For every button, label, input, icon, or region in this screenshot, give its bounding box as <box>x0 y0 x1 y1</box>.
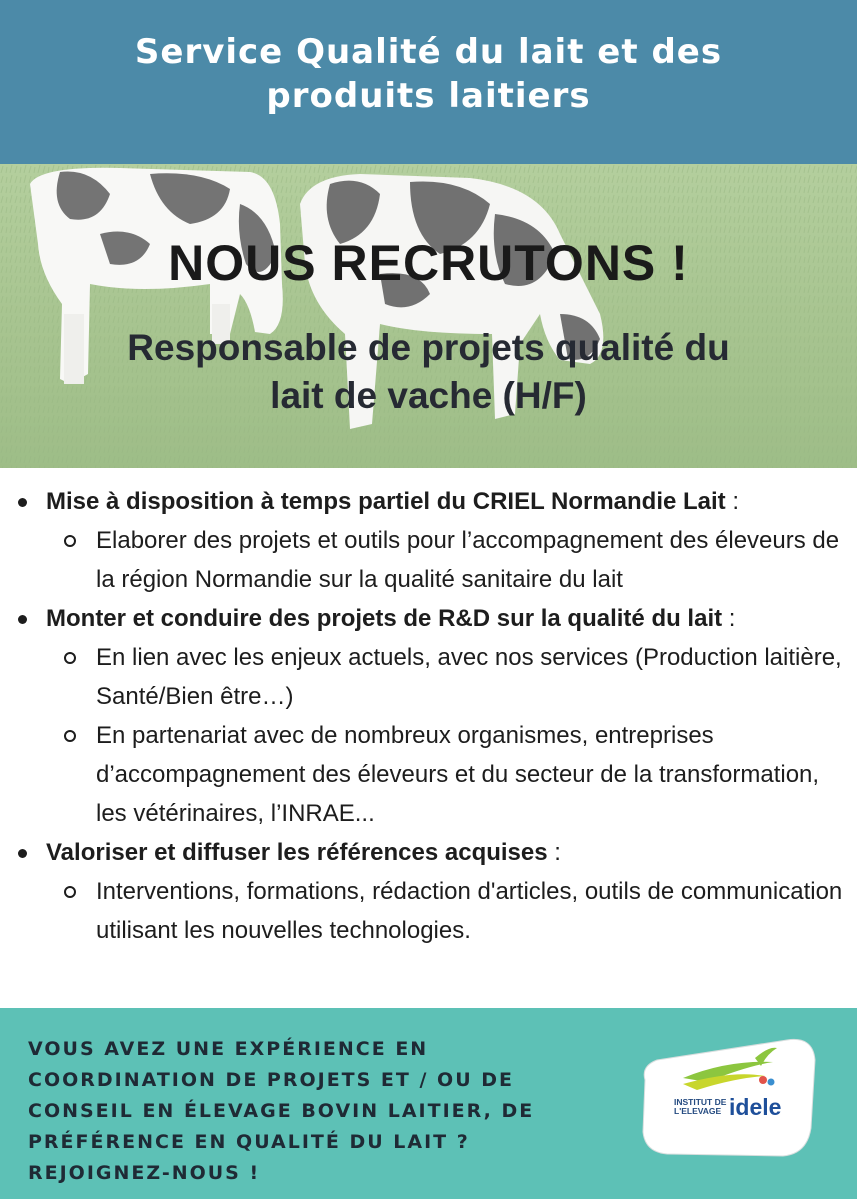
logo-small-line1: INSTITUT DE <box>674 1097 727 1107</box>
cta-line: PRÉFÉRENCE EN QUALITÉ DU LAIT ? <box>28 1131 470 1153</box>
cta-line: REJOIGNEZ-NOUS ! <box>28 1162 261 1184</box>
mission-suffix: : <box>722 605 736 632</box>
mission-subitem-text: En lien avec les enjeux actuels, avec nos services (Production laitière, Santé/Bien être…) <box>96 644 842 710</box>
bullet-icon <box>18 615 27 624</box>
photo-overlay <box>0 164 857 468</box>
mission-subitem <box>46 872 848 950</box>
logo-institute-text <box>674 1098 726 1116</box>
mission-item <box>18 833 848 950</box>
missions-list <box>18 482 848 950</box>
missions-section <box>0 468 857 1008</box>
service-title-line2: produits laitiers <box>266 76 591 116</box>
logo-plate-icon <box>637 1036 817 1162</box>
mission-lead: Mise à disposition à temps partiel du CRIEL Normandie Lait <box>46 488 726 515</box>
mission-subitem <box>46 638 848 716</box>
cta-line: COORDINATION DE PROJETS ET / OU DE <box>28 1069 514 1091</box>
mission-suffix: : <box>547 839 561 866</box>
logo-small-line2: L'ELEVAGE <box>674 1106 722 1116</box>
cta-line: CONSEIL EN ÉLEVAGE BOVIN LAITIER, DE <box>28 1100 535 1122</box>
mission-lead: Valoriser et diffuser les références acquises <box>46 839 548 866</box>
mission-subitems <box>46 638 848 833</box>
bullet-icon <box>18 498 27 507</box>
mission-subitem <box>46 716 848 833</box>
job-title-line1: Responsable de projets qualité du <box>127 327 730 368</box>
bullet-icon <box>18 849 27 858</box>
mission-item <box>18 482 848 599</box>
job-title-line2: lait de vache (H/F) <box>270 375 587 416</box>
circle-bullet-icon <box>64 730 76 742</box>
mission-subitems <box>46 521 848 599</box>
header-banner <box>0 0 857 164</box>
mission-subitems <box>46 872 848 950</box>
mission-subitem-text: Interventions, formations, rédaction d'articles, outils de communication utilisant les nouvelles technologies. <box>96 878 843 944</box>
mission-subitem <box>46 521 848 599</box>
cta-line: VOUS AVEZ UNE EXPÉRIENCE EN <box>28 1038 429 1060</box>
service-title-line1: Service Qualité du lait et des <box>134 32 723 72</box>
mission-suffix: : <box>725 488 740 515</box>
circle-bullet-icon <box>64 886 76 898</box>
service-title <box>20 30 837 118</box>
mission-subitem-text: Elaborer des projets et outils pour l’accompagnement des éleveurs de la région Normandie sur la qualité sanitaire du lait <box>96 527 840 593</box>
job-title <box>60 324 797 420</box>
idele-logo <box>637 1036 817 1162</box>
circle-bullet-icon <box>64 652 76 664</box>
mission-lead: Monter et conduire des projets de R&D sur la qualité du lait <box>46 605 723 632</box>
circle-bullet-icon <box>64 535 76 547</box>
mission-item <box>18 599 848 833</box>
logo-brand: idele <box>729 1094 782 1120</box>
call-to-action <box>28 1034 608 1189</box>
recruiting-headline: NOUS RECRUTONS ! <box>168 235 689 291</box>
mission-subitem-text: En partenariat avec de nombreux organismes, entreprises d’accompagnement des éleveurs et du secteur de la transformation, les vétérinaires, l’INRAE... <box>96 722 820 827</box>
hero-section <box>0 164 857 468</box>
